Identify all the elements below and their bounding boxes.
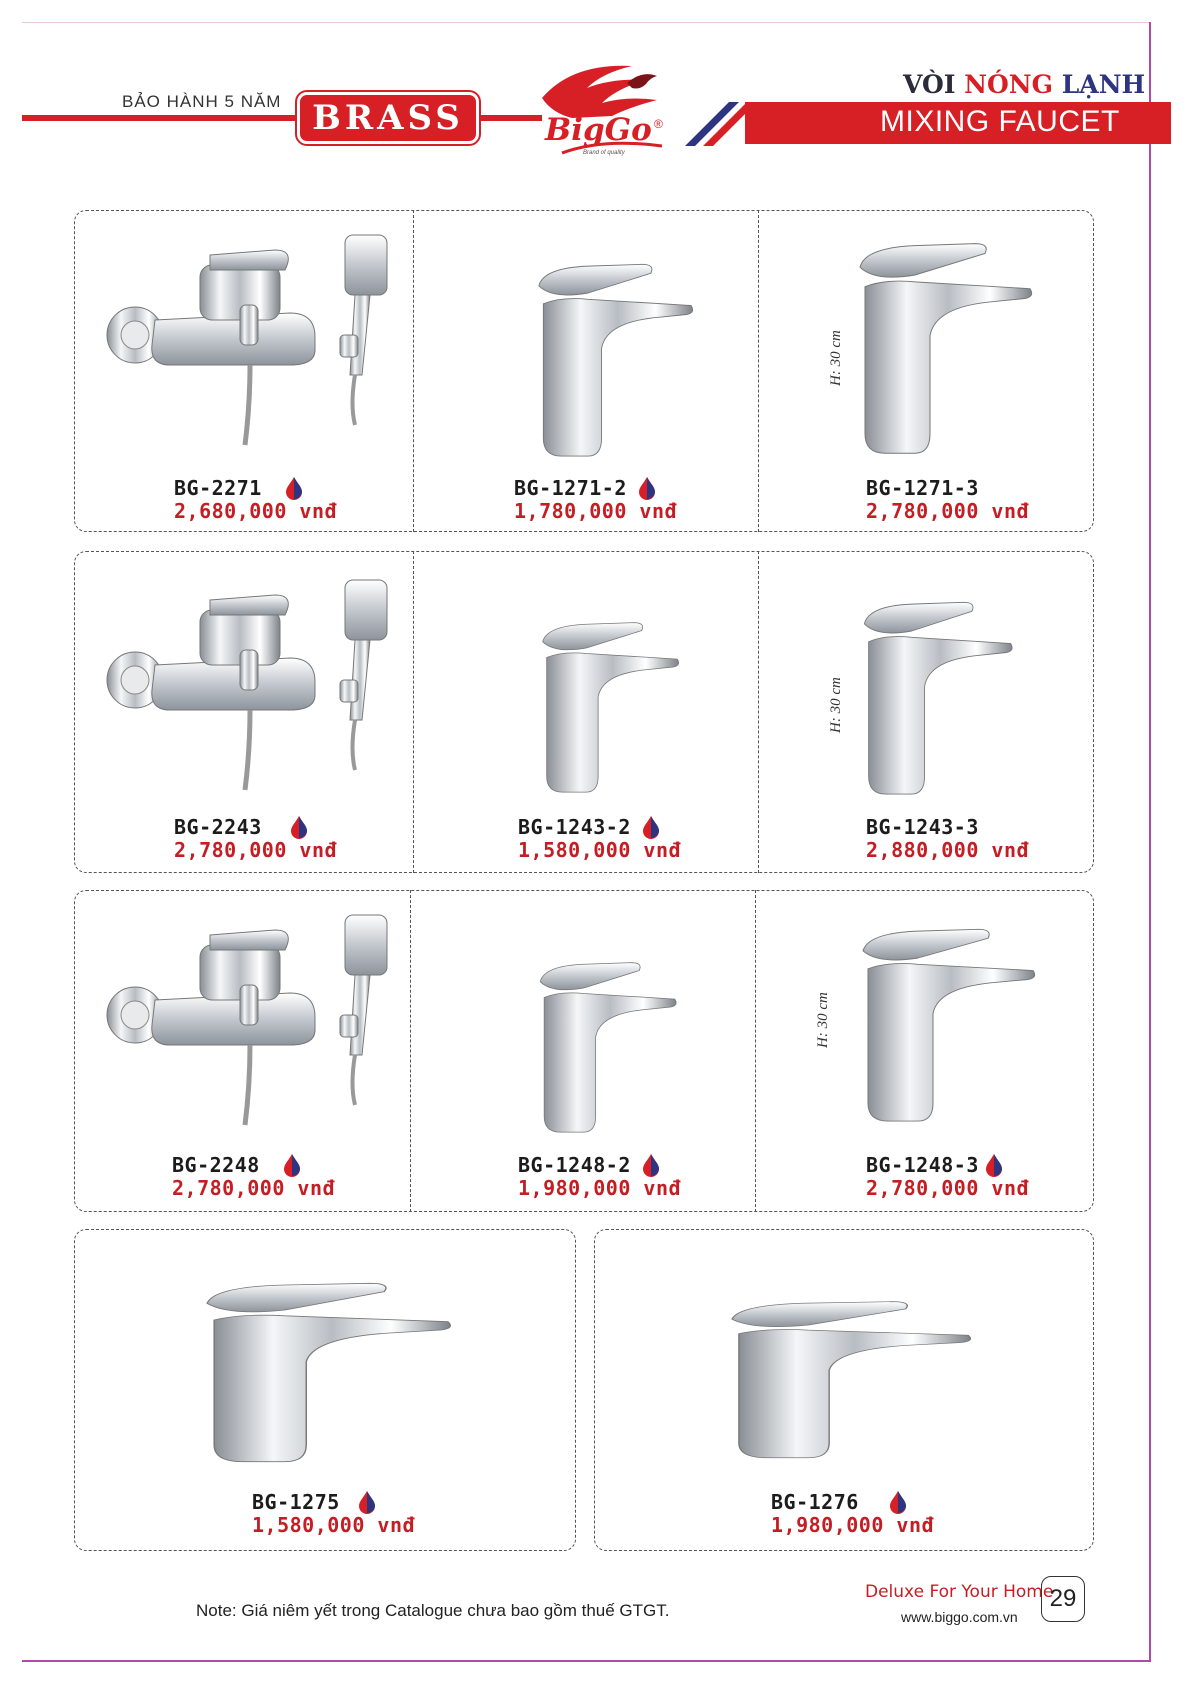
brass-badge-label: BRASS	[312, 98, 464, 138]
hot-cold-drop-icon	[356, 1490, 378, 1514]
product-code-bg-2243: BG-2243	[174, 815, 262, 839]
product-code-bg-2271: BG-2271	[174, 476, 262, 500]
product-code-bg-1276: BG-1276	[771, 1490, 859, 1514]
product-image-bg-1248-3	[858, 915, 1038, 1130]
product-price-bg-2248: 2,780,000 vnđ	[172, 1176, 336, 1200]
title-word-3: LẠNH	[1061, 70, 1146, 99]
height-label-bg-1271-3: H: 30 cm	[828, 330, 844, 386]
logo-wordmark: BigGo	[545, 112, 652, 148]
hot-cold-drop-icon	[281, 1153, 303, 1177]
product-code-bg-1243-3: BG-1243-3	[866, 815, 979, 839]
product-code-bg-1243-2: BG-1243-2	[518, 815, 631, 839]
row-1-divider-1	[413, 210, 414, 532]
footer-slogan: Deluxe For Your Home	[865, 1582, 1054, 1602]
product-code-bg-1271-2: BG-1271-2	[514, 476, 627, 500]
warranty-label: BẢO HÀNH 5 NĂM	[122, 92, 282, 111]
product-price-bg-1271-2: 1,780,000 vnđ	[514, 499, 678, 523]
page-title	[903, 70, 1145, 99]
product-price-bg-1271-3: 2,780,000 vnđ	[866, 499, 1030, 523]
hot-cold-drop-icon	[887, 1490, 909, 1514]
hot-cold-drop-icon	[983, 1153, 1005, 1177]
product-image-bg-2248	[95, 905, 405, 1135]
product-image-bg-2243	[95, 570, 405, 800]
frame-right-line	[1149, 22, 1151, 1662]
product-price-bg-1243-2: 1,580,000 vnđ	[518, 838, 682, 862]
product-price-bg-1248-2: 1,980,000 vnđ	[518, 1176, 682, 1200]
page-subtitle: MIXING FAUCET	[880, 105, 1120, 138]
height-label-bg-1248-3: H: 30 cm	[815, 992, 831, 1048]
product-code-bg-2248: BG-2248	[172, 1153, 260, 1177]
row-2-divider-1	[413, 551, 414, 873]
title-word-2: NÓNG	[964, 70, 1053, 99]
footer-website-link[interactable]: www.biggo.com.vn	[901, 1609, 1018, 1625]
title-word-1: VÒI	[903, 70, 956, 99]
hot-cold-drop-icon	[283, 476, 305, 500]
product-image-bg-1271-2	[515, 250, 715, 465]
frame-bottom-line	[22, 1660, 1151, 1662]
product-image-bg-1248-2	[515, 950, 700, 1140]
row-1-divider-2	[758, 210, 759, 532]
row-3-divider-2	[755, 890, 756, 1212]
product-price-bg-2271: 2,680,000 vnđ	[174, 499, 338, 523]
frame-top-line	[22, 22, 1151, 23]
product-code-bg-1271-3: BG-1271-3	[866, 476, 979, 500]
product-code-bg-1248-2: BG-1248-2	[518, 1153, 631, 1177]
logo-tagline: Brand of quality	[583, 150, 625, 156]
hot-cold-drop-icon	[636, 476, 658, 500]
product-price-bg-1248-3: 2,780,000 vnđ	[866, 1176, 1030, 1200]
logo-registered-mark: ®	[654, 117, 663, 131]
product-code-bg-1275: BG-1275	[252, 1490, 340, 1514]
height-label-bg-1243-3: H: 30 cm	[828, 677, 844, 733]
price-note: Note: Giá niêm yết trong Catalogue chưa bao gồm thuế GTGT.	[196, 1601, 670, 1620]
row-3-divider-1	[410, 890, 411, 1212]
hot-cold-drop-icon	[288, 815, 310, 839]
product-image-bg-1243-3	[860, 588, 1015, 803]
product-code-bg-1248-3: BG-1248-3	[866, 1153, 979, 1177]
product-price-bg-2243: 2,780,000 vnđ	[174, 838, 338, 862]
hot-cold-drop-icon	[640, 815, 662, 839]
product-image-bg-1243-2	[520, 610, 700, 800]
product-price-bg-1275: 1,580,000 vnđ	[252, 1513, 416, 1537]
header-red-band	[745, 102, 1171, 144]
product-image-bg-1276	[725, 1290, 975, 1465]
product-image-bg-2271	[95, 225, 405, 455]
product-price-bg-1243-3: 2,880,000 vnđ	[866, 838, 1030, 862]
row-2-divider-2	[758, 551, 759, 873]
product-image-bg-1275	[200, 1270, 455, 1470]
page-number: 29	[1041, 1576, 1085, 1622]
product-price-bg-1276: 1,980,000 vnđ	[771, 1513, 935, 1537]
product-image-bg-1271-3	[855, 228, 1035, 463]
hot-cold-drop-icon	[640, 1153, 662, 1177]
brass-badge	[297, 92, 479, 144]
